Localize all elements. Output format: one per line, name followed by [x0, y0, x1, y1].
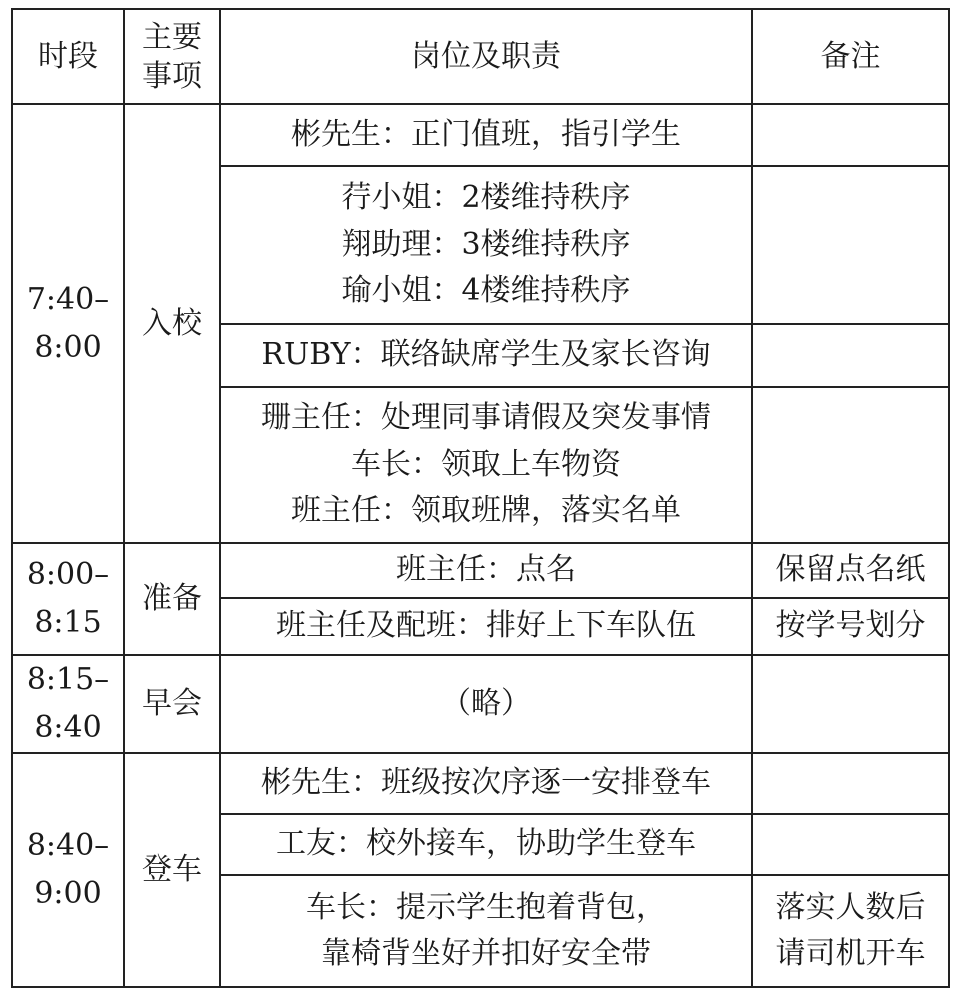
header-period: 时段 [12, 9, 124, 104]
remark-cell [752, 324, 949, 387]
duties-cell: 珊主任：处理同事请假及突发事情 车长：领取上车物资 班主任：领取班牌，落实名单 [220, 387, 752, 543]
header-row [12, 9, 949, 104]
remark-cell [752, 655, 949, 753]
duties-cell: （略） [220, 655, 752, 753]
item-cell: 早会 [124, 655, 220, 753]
remark-cell [752, 753, 949, 814]
time-cell: 8:40– 9:00 [12, 753, 124, 987]
header-item: 主要 事项 [124, 9, 220, 104]
remark-cell [752, 166, 949, 324]
remark-cell [752, 814, 949, 875]
remark-cell [752, 104, 949, 166]
remark-cell [752, 387, 949, 543]
table-row [12, 543, 949, 598]
remark-cell: 落实人数后 请司机开车 [752, 875, 949, 987]
table-row [12, 753, 949, 814]
header-duties: 岗位及职责 [220, 9, 752, 104]
remark-cell: 按学号划分 [752, 598, 949, 655]
header-remarks: 备注 [752, 9, 949, 104]
duties-cell: 车长：提示学生抱着背包， 靠椅背坐好并扣好安全带 [220, 875, 752, 987]
table-row [12, 104, 949, 166]
duties-cell: 彬先生：班级按次序逐一安排登车 [220, 753, 752, 814]
duties-cell: 工友：校外接车，协助学生登车 [220, 814, 752, 875]
item-cell: 入校 [124, 104, 220, 543]
duties-cell: 荇小姐：2楼维持秩序 翔助理：3楼维持秩序 瑜小姐：4楼维持秩序 [220, 166, 752, 324]
table-row [12, 655, 949, 753]
schedule-table [11, 8, 950, 988]
time-cell: 7:40– 8:00 [12, 104, 124, 543]
duties-cell: 彬先生：正门值班，指引学生 [220, 104, 752, 166]
remark-cell: 保留点名纸 [752, 543, 949, 598]
item-cell: 准备 [124, 543, 220, 655]
item-cell: 登车 [124, 753, 220, 987]
duties-cell: 班主任：点名 [220, 543, 752, 598]
duties-cell: RUBY：联络缺席学生及家长咨询 [220, 324, 752, 387]
time-cell: 8:15– 8:40 [12, 655, 124, 753]
time-cell: 8:00– 8:15 [12, 543, 124, 655]
duties-cell: 班主任及配班：排好上下车队伍 [220, 598, 752, 655]
